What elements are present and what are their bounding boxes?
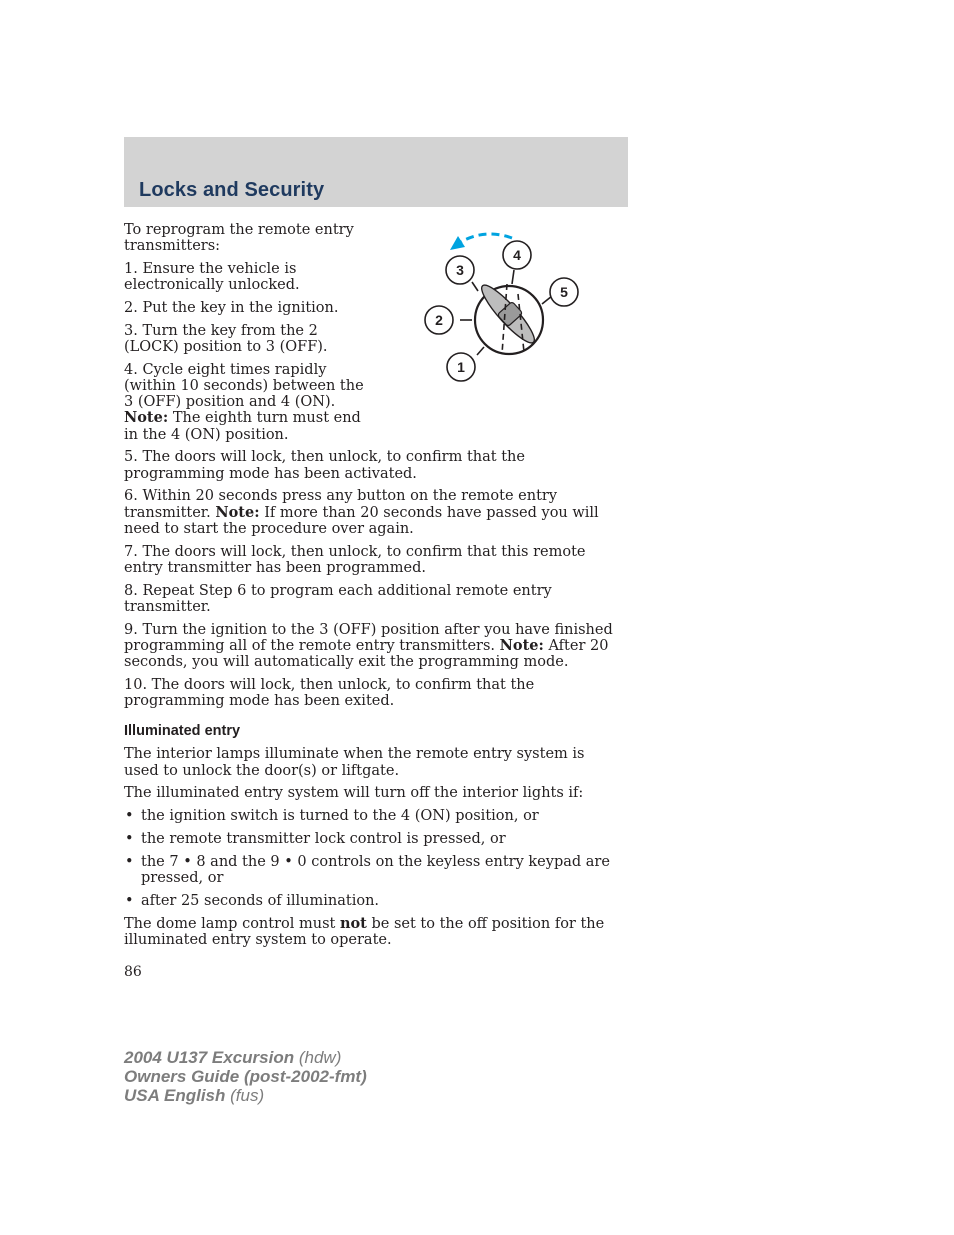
step-5: 5. The doors will lock, then unlock, to confirm that the programming mode has been activated. — [124, 449, 525, 482]
step-1: 1. Ensure the vehicle is electronically unlocked. — [124, 261, 300, 294]
illuminated-entry-paragraph-1: The interior lamps illuminate when the remote entry system is used to unlock the door(s) or liftgate. — [124, 746, 585, 779]
step-6 — [124, 488, 618, 537]
position-label-1: 1 — [457, 359, 465, 375]
step-3: 3. Turn the key from the 2 (LOCK) position to 3 (OFF). — [124, 322, 328, 355]
dome-lamp-paragraph — [124, 916, 618, 948]
list-item-text: the ignition switch is turned to the 4 (ON) position, or — [141, 808, 539, 825]
illuminated-entry-paragraph-2: The illuminated entry system will turn off the interior lights if: — [124, 785, 584, 802]
step-6-note: If more than 20 seconds have passed you will need to start the procedure over again. — [124, 504, 599, 537]
footer-guide: Owners Guide (post-2002-fmt) — [124, 1067, 367, 1086]
footer-model-code: (hdw) — [298, 1048, 342, 1067]
footer-line-2 — [124, 1067, 367, 1086]
step-4 — [124, 362, 372, 443]
bullet-icon: • — [125, 892, 134, 909]
footer-line-1 — [124, 1048, 367, 1067]
list-item — [124, 808, 618, 824]
step-10: 10. The doors will lock, then unlock, to confirm that the programming mode has been exited. — [124, 676, 535, 710]
position-label-3: 3 — [456, 262, 464, 278]
position-label-5: 5 — [560, 284, 568, 300]
step-4-text: 4. Cycle eight times rapidly (within 10 seconds) between the 3 (OFF) position and 4 (ON). — [124, 361, 364, 411]
step-9-note: After 20 seconds, you will automatically exit the programming mode. — [124, 637, 609, 671]
bullet-icon: • — [125, 853, 134, 870]
page-content — [124, 222, 618, 980]
page-number: 86 — [124, 964, 142, 981]
list-item-text: after 25 seconds of illumination. — [141, 892, 380, 909]
list-item — [124, 893, 618, 909]
step-9 — [124, 622, 618, 671]
section-header-band — [124, 137, 628, 207]
position-label-4: 4 — [513, 247, 521, 263]
document-footer — [124, 1048, 367, 1105]
list-item — [124, 854, 618, 886]
note-label: Note: — [499, 636, 544, 654]
step-6-text: 6. Within 20 seconds press any button on the remote entry transmitter. — [124, 488, 558, 521]
footer-line-3 — [124, 1086, 367, 1105]
list-item-text: the remote transmitter lock control is pressed, or — [141, 831, 506, 848]
illuminated-entry-heading: Illuminated entry — [124, 723, 241, 740]
footer-model: 2004 U137 Excursion — [124, 1048, 295, 1067]
footer-language-code: (fus) — [230, 1086, 265, 1105]
bullet-icon: • — [125, 831, 134, 848]
conditions-list — [124, 808, 618, 909]
position-label-2: 2 — [435, 312, 443, 328]
intro-paragraph: To reprogram the remote entry transmitters: — [124, 222, 354, 255]
list-item — [124, 831, 618, 847]
step-4-note: The eighth turn must end in the 4 (ON) position. — [124, 410, 361, 443]
step-9-text: 9. Turn the ignition to the 3 (OFF) position after you have finished programming all of the remote entry transmitters. — [124, 621, 613, 654]
dome-lamp-text-end: be set to the off position for the illuminated entry system to operate. — [124, 915, 605, 948]
step-7: 7. The doors will lock, then unlock, to confirm that this remote entry transmitter has been programmed. — [124, 543, 586, 576]
note-label: Note: — [124, 409, 169, 427]
bullet-icon: • — [125, 808, 134, 825]
list-item-text: the 7 • 8 and the 9 • 0 controls on the keyless entry keypad are pressed, or — [141, 853, 610, 887]
note-label: Note: — [215, 503, 260, 521]
section-title: Locks and Security — [139, 179, 325, 201]
step-8: 8. Repeat Step 6 to program each additional remote entry transmitter. — [124, 582, 552, 615]
footer-language: USA English — [124, 1086, 226, 1105]
dome-lamp-emphasis: not — [339, 914, 367, 932]
step-2: 2. Put the key in the ignition. — [124, 300, 339, 316]
dome-lamp-text-start: The dome lamp control must — [124, 915, 336, 932]
